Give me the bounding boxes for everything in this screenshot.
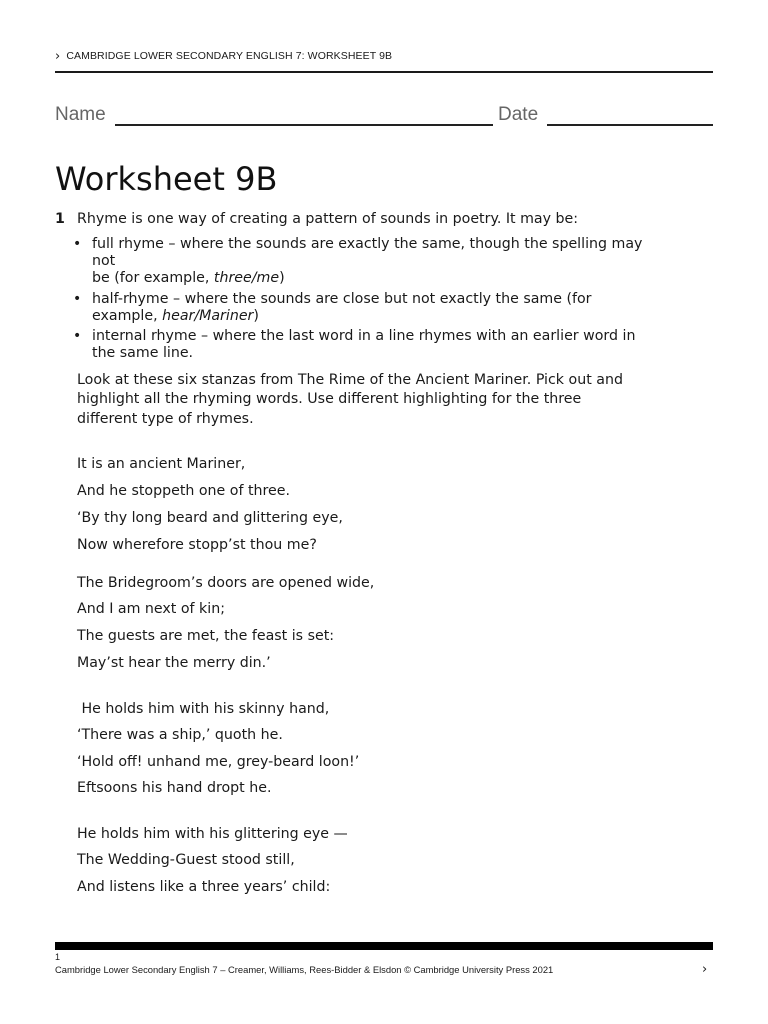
poem-line: The Bridegroom’s doors are opened wide,: [77, 575, 375, 591]
footer-bar: [55, 942, 713, 950]
copyright-line: Cambridge Lower Secondary English 7 – Creamer, Williams, Rees-Bidder & Elsdon © Cambridge University Press 2021: [55, 964, 554, 975]
instruction-line: highlight all the rhyming words. Use different highlighting for the three: [77, 391, 582, 407]
question-intro: Rhyme is one way of creating a pattern of sounds in poetry. It may be:: [77, 211, 579, 227]
date-field[interactable]: [547, 124, 713, 126]
poem-line: And listens like a three years’ child:: [77, 879, 331, 895]
poem-line: ‘There was a ship,’ quoth he.: [77, 727, 283, 743]
running-header: [55, 48, 713, 64]
chevron-right-icon: ›: [55, 49, 61, 64]
header-title: CAMBRIDGE LOWER SECONDARY ENGLISH 7: WORKSHEET 9B: [66, 50, 393, 62]
chevron-right-icon[interactable]: ›: [702, 962, 708, 977]
bullet-internal-rhyme-line2: the same line.: [92, 345, 194, 361]
name-field[interactable]: [115, 124, 493, 126]
instruction-line: Look at these six stanzas from The Rime of the Ancient Mariner. Pick out and: [77, 372, 623, 388]
bullet-dot: •: [73, 236, 82, 252]
date-label: Date: [498, 104, 539, 125]
worksheet-title: Worksheet 9B: [55, 160, 278, 198]
name-label: Name: [55, 104, 106, 125]
bullet-full-rhyme-line3: be (for example, three/me): [92, 270, 285, 286]
bullet-half-rhyme-line2: example, hear/Mariner): [92, 308, 259, 324]
poem-line: May’st hear the merry din.’: [77, 655, 271, 671]
poem-line: The Wedding-Guest stood still,: [77, 852, 295, 868]
poem-line: The guests are met, the feast is set:: [77, 628, 335, 644]
poem-line: ‘By thy long beard and glittering eye,: [77, 510, 343, 526]
bullet-internal-rhyme-line1: internal rhyme – where the last word in a line rhymes with an earlier word in: [92, 328, 636, 344]
poem-line: He holds him with his skinny hand,: [77, 701, 330, 717]
bullet-half-rhyme-line1: half-rhyme – where the sounds are close but not exactly the same (for: [92, 291, 592, 307]
poem-line: And I am next of kin;: [77, 601, 225, 617]
poem-line: Eftsoons his hand dropt he.: [77, 780, 272, 796]
poem-line: ‘Hold off! unhand me, grey-beard loon!’: [77, 754, 360, 770]
page-number: 1: [55, 952, 61, 962]
header-rule: [55, 71, 713, 73]
poem-line: Now wherefore stopp’st thou me?: [77, 537, 317, 553]
instruction-line: different type of rhymes.: [77, 411, 254, 427]
question-number: 1: [55, 211, 65, 227]
poem-line: He holds him with his glittering eye —: [77, 826, 348, 842]
poem-line: And he stoppeth one of three.: [77, 483, 291, 499]
bullet-full-rhyme-line2: not: [92, 253, 116, 269]
bullet-full-rhyme-line1: full rhyme – where the sounds are exactly the same, though the spelling may: [92, 236, 643, 252]
name-date-row: [55, 104, 715, 130]
poem-line: It is an ancient Mariner,: [77, 456, 246, 472]
bullet-dot: •: [73, 328, 82, 344]
bullet-dot: •: [73, 291, 82, 307]
